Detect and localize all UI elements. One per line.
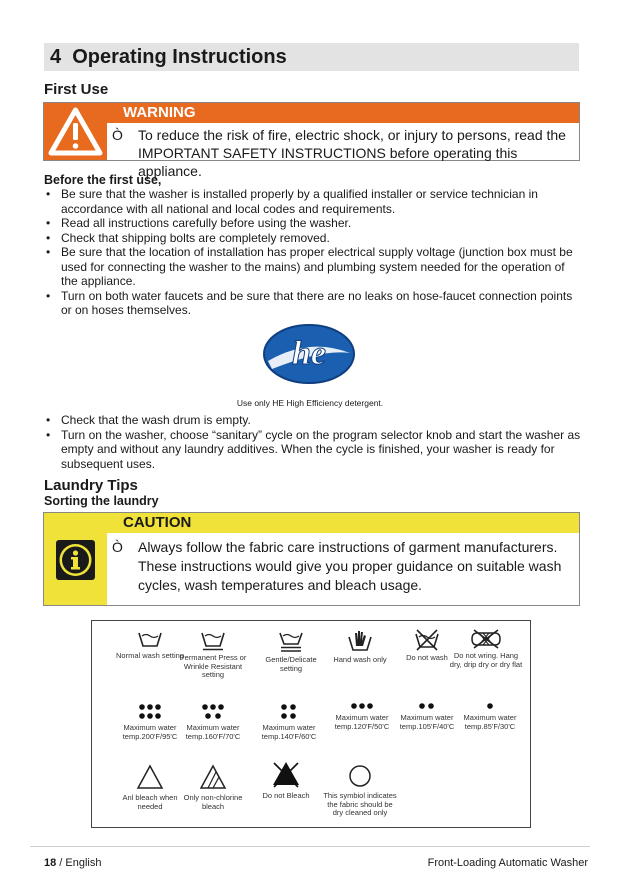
symbol-label: Normal wash setting: [116, 651, 184, 660]
before-first-use-heading: Before the first use,: [44, 173, 162, 187]
warning-triangle-icon: [44, 103, 107, 162]
symbol-label: Hand wash only: [333, 655, 387, 664]
circle-icon: [347, 763, 373, 789]
triangle-icon: [136, 763, 164, 791]
chapter-title: Operating Instructions: [72, 46, 287, 68]
he-caption: Use only HE High Efficiency detergent.: [236, 398, 384, 408]
temp-160-cell: [176, 703, 250, 741]
do-not-bleach-cell: [249, 759, 323, 801]
two-dots-icon: [417, 701, 437, 711]
four-dots-icon: [279, 703, 299, 721]
before-first-use-list: [44, 187, 584, 318]
temp-85-cell: [453, 701, 527, 731]
hand-wash-icon: [347, 629, 373, 653]
list-item: • Check that shipping bolts are completely removed.: [44, 231, 584, 246]
dry-clean-cell: [323, 763, 397, 818]
warning-marker: Ò: [112, 127, 123, 143]
he-logo: [262, 323, 356, 385]
caution-icon-column: [44, 513, 107, 605]
he-logo-graphic: [262, 323, 356, 385]
footer-page: [44, 857, 102, 869]
five-dots-icon: [200, 703, 226, 721]
do-not-wash-icon: [413, 629, 441, 651]
footer-divider: [30, 846, 590, 847]
symbol-label: Maximum water temp.105'F/40'C: [399, 713, 455, 731]
symbol-label: Do not wring. Hang dry, drip dry or dry flat: [449, 651, 523, 669]
tub-one-bar-icon: [200, 629, 226, 651]
footer-language: / English: [56, 857, 102, 869]
list-item: • Turn on the washer, choose “sanitary” cycle on the program selector knob and start the washer as empty and without any laundry additives. When the cycle is finished, your washer is ready for subsequent uses.: [44, 428, 584, 472]
warning-box: [43, 102, 580, 179]
list-item: • Turn on both water faucets and be sure that there are no leaks on hose-faucet connection points or on hoses themselves.: [44, 289, 584, 318]
gentle-delicate-cell: [254, 629, 328, 673]
symbol-label: Permanent Press or Wrinkle Resistant setting: [179, 653, 247, 679]
footer-title: Front-Loading Automatic Washer: [427, 857, 588, 869]
care-symbols-table: [91, 620, 531, 828]
info-icon: [44, 513, 107, 607]
caution-box: [43, 512, 580, 606]
symbol-label: Do not wash: [406, 653, 448, 662]
tub-two-bars-icon: [278, 629, 304, 653]
first-use-heading: First Use: [44, 81, 109, 98]
symbol-label: Maximum water temp.85'F/30'C: [463, 713, 517, 731]
permanent-press-cell: [176, 629, 250, 680]
caution-text: Always follow the fabric care instructions of garment manufacturers. These instructions would give you proper guidance on suitable wash cycles, wash temperatures and bleach usage.: [138, 539, 562, 593]
temp-120-cell: [325, 701, 399, 731]
chapter-heading: [44, 43, 579, 71]
symbol-label: Anl bleach when needed: [122, 793, 178, 811]
laundry-tips-heading: Laundry Tips: [44, 477, 138, 494]
caution-marker: Ò: [112, 539, 123, 555]
triangle-crossed-icon: [271, 759, 301, 789]
list-item: • Read all instructions carefully before using the washer.: [44, 216, 584, 231]
tub-icon: [137, 629, 163, 649]
warning-message: [112, 126, 569, 180]
hand-wash-cell: [323, 629, 397, 665]
non-chlorine-bleach-cell: [176, 763, 250, 811]
sorting-laundry-heading: Sorting the laundry: [44, 494, 159, 508]
warning-icon-column: [44, 103, 107, 160]
one-dot-icon: [485, 701, 495, 711]
symbol-label: Only non-chlorine bleach: [183, 793, 243, 811]
do-not-wring-cell: [449, 629, 523, 669]
after-logo-list: [44, 413, 584, 471]
list-item: • Check that the wash drum is empty.: [44, 413, 584, 428]
symbol-label: Maximum water temp.160'F/70'C: [185, 723, 241, 741]
list-item: • Be sure that the location of installation has proper electrical supply voltage (junction box must be used for connecting the washer to the mains) and plumbing system needed for the operation of the appliance.: [44, 245, 584, 289]
chapter-number: 4: [50, 46, 62, 68]
page-number: 18: [44, 857, 57, 869]
warning-title: WARNING: [107, 103, 579, 123]
symbol-label: This symbiol indicates the fabric should be dry cleaned only: [323, 791, 397, 817]
symbol-label: Maximum water temp.200'F/95'C: [122, 723, 178, 741]
caution-title: CAUTION: [107, 513, 579, 533]
do-not-wring-icon: [469, 629, 503, 649]
he-logo-letters: he: [292, 335, 326, 372]
six-dots-icon: [137, 703, 163, 721]
three-dots-icon: [349, 701, 375, 711]
symbol-label: Maximum water temp.140'F/60'C: [261, 723, 317, 741]
list-item: • Be sure that the washer is installed properly by a qualified installer or service technician in accordance with all national and local codes and requirements.: [44, 187, 584, 216]
caution-message: [112, 538, 569, 595]
warning-text: To reduce the risk of fire, electric shock, or injury to persons, read the IMPORTANT SAFETY INSTRUCTIONS before operating this appliance.: [138, 127, 566, 179]
symbol-label: Do not Bleach: [262, 791, 310, 800]
symbol-label: Gentle/Delicate setting: [265, 655, 317, 673]
symbol-label: Maximum water temp.120'F/50'C: [334, 713, 390, 731]
triangle-striped-icon: [199, 763, 227, 791]
temp-140-cell: [252, 703, 326, 741]
